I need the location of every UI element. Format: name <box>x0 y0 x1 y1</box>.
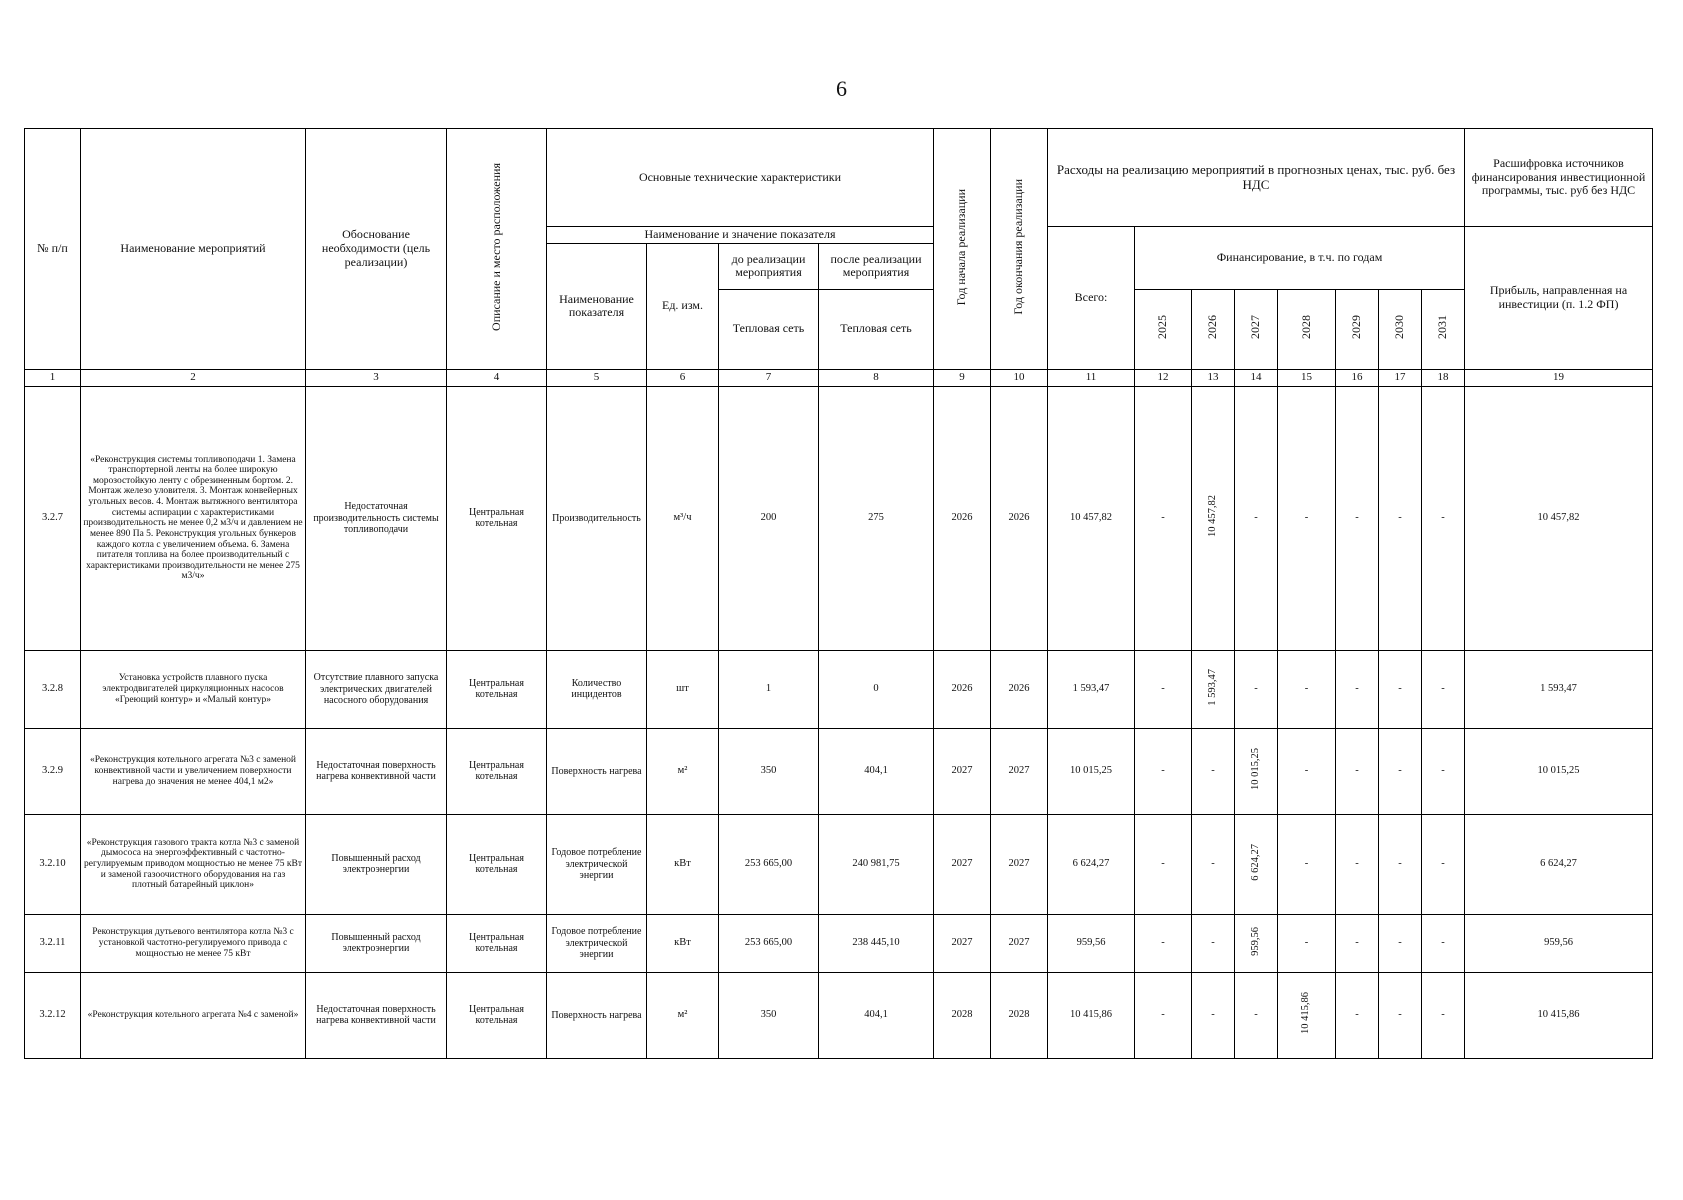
row-num: 3.2.12 <box>25 972 81 1058</box>
year-2027-header: 2027 <box>1235 289 1278 369</box>
year-2025-header: 2025 <box>1135 289 1192 369</box>
row-profit: 6 624,27 <box>1465 814 1653 914</box>
row-unit: кВт <box>647 914 719 972</box>
table-row <box>25 650 1653 728</box>
col-after-header: после реализации мероприятия <box>819 243 934 289</box>
col-profit-header: Прибыль, направленная на инвестиции (п. 1.2 ФП) <box>1465 227 1653 370</box>
row-before: 253 665,00 <box>719 814 819 914</box>
row-location: Центральная котельная <box>447 386 547 650</box>
row-year-2030: - <box>1379 650 1422 728</box>
col-total-header: Всего: <box>1048 227 1135 370</box>
row-num: 3.2.7 <box>25 386 81 650</box>
row-indicator: Поверхность нагрева <box>547 972 647 1058</box>
heat-net-before-header: Тепловая сеть <box>719 289 819 369</box>
row-end: 2026 <box>991 386 1048 650</box>
row-num: 3.2.11 <box>25 914 81 972</box>
tech-chars-header: Основные технические характеристики <box>547 129 934 227</box>
row-end: 2027 <box>991 728 1048 814</box>
row-start: 2026 <box>934 386 991 650</box>
row-name: «Реконструкция газового тракта котла №3 с заменой дымососа на энергоэффективный с частотно-регулируемым приводом мощностью не менее 75 кВт и заменой газоочистного оборудования на газ плотный батарейный циклон» <box>81 814 306 914</box>
row-before: 200 <box>719 386 819 650</box>
row-year-2030: - <box>1379 914 1422 972</box>
row-before: 350 <box>719 972 819 1058</box>
row-unit: м³/ч <box>647 386 719 650</box>
row-year-2025: - <box>1135 728 1192 814</box>
row-location: Центральная котельная <box>447 814 547 914</box>
row-justification: Недостаточная поверхность нагрева конвективной части <box>306 728 447 814</box>
row-profit: 10 015,25 <box>1465 728 1653 814</box>
row-end: 2027 <box>991 814 1048 914</box>
row-year-2027: - <box>1235 386 1278 650</box>
row-justification: Повышенный расход электроэнергии <box>306 814 447 914</box>
row-year-2027: 10 015,25 <box>1235 728 1278 814</box>
row-profit: 10 415,86 <box>1465 972 1653 1058</box>
row-location: Центральная котельная <box>447 650 547 728</box>
row-location: Центральная котельная <box>447 728 547 814</box>
row-profit: 10 457,82 <box>1465 386 1653 650</box>
row-year-2028: - <box>1278 650 1336 728</box>
column-number-row <box>25 369 1653 386</box>
header-row-1 <box>25 129 1653 227</box>
row-year-2026: - <box>1192 972 1235 1058</box>
row-year-2028: 10 415,86 <box>1278 972 1336 1058</box>
column-number: 8 <box>819 369 934 386</box>
row-total: 10 415,86 <box>1048 972 1135 1058</box>
column-number: 3 <box>306 369 447 386</box>
row-year-2031: - <box>1422 914 1465 972</box>
row-year-2025: - <box>1135 650 1192 728</box>
row-name: «Реконструкция системы топливоподачи 1. Замена транспортерной ленты на более широкую морозостойкую ленту с обрезиненным бортом. 2. Монтаж железо уловителя. 3. Монтаж конвейерных угольных весов. 4. Монтаж вытяжного вентилятора системы аспирации с характеристиками производительность не менее 0,2 м3/ч и давлением не менее 890 Па 5. Реконструкция угольных бункеров каждого котла с увеличением объема. 6. Замена питателя топлива на более производительный с характеристиками производительности не менее 275 м3/ч» <box>81 386 306 650</box>
row-year-2031: - <box>1422 386 1465 650</box>
row-after: 404,1 <box>819 972 934 1058</box>
table-row <box>25 914 1653 972</box>
row-end: 2027 <box>991 914 1048 972</box>
col-unit-header: Ед. изм. <box>647 243 719 369</box>
row-year-2030: - <box>1379 728 1422 814</box>
row-year-2026: - <box>1192 914 1235 972</box>
row-before: 350 <box>719 728 819 814</box>
row-year-2027: - <box>1235 972 1278 1058</box>
row-total: 959,56 <box>1048 914 1135 972</box>
col-year-start-header <box>934 129 991 370</box>
col-year-end-header <box>991 129 1048 370</box>
column-number: 19 <box>1465 369 1653 386</box>
year-2030-header: 2030 <box>1379 289 1422 369</box>
row-year-2031: - <box>1422 650 1465 728</box>
row-total: 10 457,82 <box>1048 386 1135 650</box>
row-year-2029: - <box>1336 386 1379 650</box>
row-year-2028: - <box>1278 814 1336 914</box>
row-end: 2028 <box>991 972 1048 1058</box>
row-indicator: Количество инцидентов <box>547 650 647 728</box>
row-before: 253 665,00 <box>719 914 819 972</box>
row-year-2028: - <box>1278 914 1336 972</box>
year-start-header-text: Год начала реализации <box>954 188 969 306</box>
indicator-group-header: Наименование и значение показателя <box>547 227 934 244</box>
column-number: 4 <box>447 369 547 386</box>
investment-table <box>24 128 1653 1059</box>
financing-header: Финансирование, в т.ч. по годам <box>1135 227 1465 290</box>
col-location-header <box>447 129 547 370</box>
table-row <box>25 386 1653 650</box>
column-number: 16 <box>1336 369 1379 386</box>
row-name: Реконструкция дутьевого вентилятора котла №3 с установкой частотно-регулируемого привода с мощностью не менее 75 кВт <box>81 914 306 972</box>
column-number: 5 <box>547 369 647 386</box>
row-year-2027: - <box>1235 650 1278 728</box>
table-row <box>25 972 1653 1058</box>
row-start: 2027 <box>934 914 991 972</box>
column-number: 13 <box>1192 369 1235 386</box>
table-row <box>25 814 1653 914</box>
row-justification: Отсутствие плавного запуска электрических двигателей насосного оборудования <box>306 650 447 728</box>
column-number: 10 <box>991 369 1048 386</box>
row-year-2030: - <box>1379 814 1422 914</box>
row-year-2025: - <box>1135 972 1192 1058</box>
row-unit: кВт <box>647 814 719 914</box>
sources-header: Расшифровка источников финансирования инвестиционной программы, тыс. руб без НДС <box>1465 129 1653 227</box>
year-2028-header: 2028 <box>1278 289 1336 369</box>
expenses-header: Расходы на реализацию мероприятий в прогнозных ценах, тыс. руб. без НДС <box>1048 129 1465 227</box>
col-num-header: № п/п <box>25 129 81 370</box>
row-year-2026: - <box>1192 814 1235 914</box>
row-profit: 959,56 <box>1465 914 1653 972</box>
column-number: 1 <box>25 369 81 386</box>
row-year-2031: - <box>1422 972 1465 1058</box>
column-number: 11 <box>1048 369 1135 386</box>
column-number: 6 <box>647 369 719 386</box>
row-after: 0 <box>819 650 934 728</box>
row-year-2025: - <box>1135 914 1192 972</box>
row-after: 240 981,75 <box>819 814 934 914</box>
year-2029-header: 2029 <box>1336 289 1379 369</box>
row-location: Центральная котельная <box>447 914 547 972</box>
row-after: 404,1 <box>819 728 934 814</box>
row-num: 3.2.10 <box>25 814 81 914</box>
row-unit: шт <box>647 650 719 728</box>
column-number: 14 <box>1235 369 1278 386</box>
row-location: Центральная котельная <box>447 972 547 1058</box>
row-year-2029: - <box>1336 814 1379 914</box>
column-number: 15 <box>1278 369 1336 386</box>
column-number: 18 <box>1422 369 1465 386</box>
year-2026-header: 2026 <box>1192 289 1235 369</box>
column-number: 9 <box>934 369 991 386</box>
row-total: 10 015,25 <box>1048 728 1135 814</box>
row-year-2026: 1 593,47 <box>1192 650 1235 728</box>
row-year-2025: - <box>1135 814 1192 914</box>
row-year-2031: - <box>1422 728 1465 814</box>
row-year-2029: - <box>1336 972 1379 1058</box>
column-number: 12 <box>1135 369 1192 386</box>
row-indicator: Поверхность нагрева <box>547 728 647 814</box>
row-total: 6 624,27 <box>1048 814 1135 914</box>
row-year-2026: 10 457,82 <box>1192 386 1235 650</box>
row-year-2025: - <box>1135 386 1192 650</box>
year-2031-header: 2031 <box>1422 289 1465 369</box>
page-number: 6 <box>836 76 847 101</box>
row-num: 3.2.8 <box>25 650 81 728</box>
row-start: 2027 <box>934 728 991 814</box>
column-number: 2 <box>81 369 306 386</box>
row-indicator: Годовое потребление электрической энергии <box>547 814 647 914</box>
col-name-header: Наименование мероприятий <box>81 129 306 370</box>
row-start: 2027 <box>934 814 991 914</box>
row-year-2029: - <box>1336 914 1379 972</box>
row-year-2029: - <box>1336 728 1379 814</box>
row-profit: 1 593,47 <box>1465 650 1653 728</box>
row-after: 238 445,10 <box>819 914 934 972</box>
row-total: 1 593,47 <box>1048 650 1135 728</box>
row-unit: м² <box>647 972 719 1058</box>
col-before-header: до реализации мероприятия <box>719 243 819 289</box>
row-before: 1 <box>719 650 819 728</box>
row-end: 2026 <box>991 650 1048 728</box>
table-row <box>25 728 1653 814</box>
year-end-header-text: Год окончания реализации <box>1011 179 1026 315</box>
col-indicator-header: Наименование показателя <box>547 243 647 369</box>
row-year-2030: - <box>1379 386 1422 650</box>
row-year-2028: - <box>1278 386 1336 650</box>
row-unit: м² <box>647 728 719 814</box>
row-justification: Недостаточная поверхность нагрева конвективной части <box>306 972 447 1058</box>
row-year-2026: - <box>1192 728 1235 814</box>
row-name: «Реконструкция котельного агрегата №4 с заменой» <box>81 972 306 1058</box>
col-justification-header: Обоснование необходимости (цель реализации) <box>306 129 447 370</box>
row-year-2031: - <box>1422 814 1465 914</box>
row-year-2027: 959,56 <box>1235 914 1278 972</box>
column-number: 7 <box>719 369 819 386</box>
row-num: 3.2.9 <box>25 728 81 814</box>
row-year-2027: 6 624,27 <box>1235 814 1278 914</box>
row-indicator: Производительность <box>547 386 647 650</box>
row-after: 275 <box>819 386 934 650</box>
row-name: Установка устройств плавного пуска электродвигателей циркуляционных насосов «Греющий контур» и «Малый контур» <box>81 650 306 728</box>
row-indicator: Годовое потребление электрической энергии <box>547 914 647 972</box>
row-year-2030: - <box>1379 972 1422 1058</box>
row-justification: Недостаточная производительность системы топливоподачи <box>306 386 447 650</box>
row-name: «Реконструкция котельного агрегата №3 с заменой конвективной части и увеличением поверхности нагрева до значения не менее 404,1 м2» <box>81 728 306 814</box>
heat-net-after-header: Тепловая сеть <box>819 289 934 369</box>
row-start: 2028 <box>934 972 991 1058</box>
row-year-2028: - <box>1278 728 1336 814</box>
column-number: 17 <box>1379 369 1422 386</box>
row-year-2029: - <box>1336 650 1379 728</box>
row-justification: Повышенный расход электроэнергии <box>306 914 447 972</box>
row-start: 2026 <box>934 650 991 728</box>
location-header-text: Описание и место расположения <box>488 163 503 331</box>
